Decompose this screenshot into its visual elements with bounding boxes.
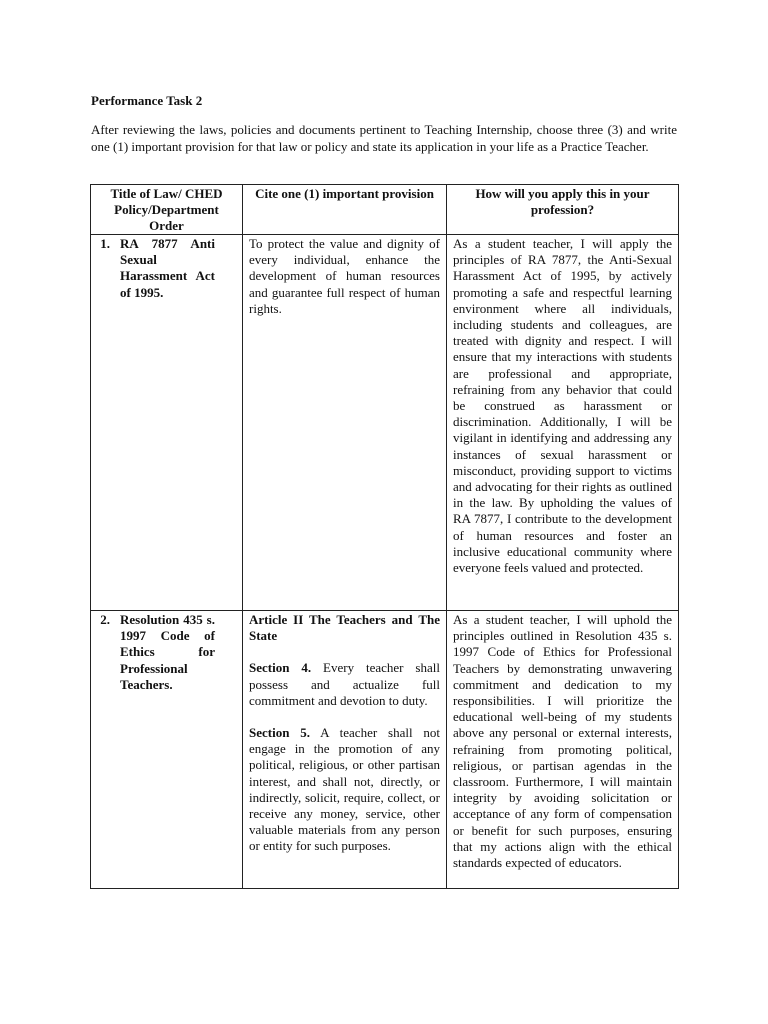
table-row [91, 235, 679, 611]
header-application: How will you apply this in your profession? [447, 185, 679, 235]
section-4-label: Section 4. [249, 660, 312, 676]
section-5-label: Section 5. [249, 725, 311, 741]
table-row [91, 611, 679, 889]
law-title: Resolution 435 s. 1997 Code of Ethics for Professional Teachers. [120, 612, 215, 692]
header-law-title: Title of Law/ CHED Policy/Department Order [91, 185, 243, 235]
provision-cell [243, 235, 447, 611]
table-header-row [91, 185, 679, 235]
application-text: As a student teacher, I will uphold the principles outlined in Resolution 435 s. 1997 Code of Ethics for Professional Teachers by demonstrating unwavering commitment and dedication to my responsibilities. I will prioritize the educational well-being of my students above any personal or external interests, refraining from promoting political, religious, or partisan agendas in the classroom. Furthermore, I will maintain integrity by avoiding solicitation or acceptance of any form of compensation or benefit for such purposes, ensuring that my actions align with the ethical standards expected of educators. [453, 612, 672, 871]
row-number: 2. [100, 612, 110, 627]
section-4 [249, 660, 440, 709]
law-cell [91, 611, 243, 889]
provision-cell [243, 611, 447, 889]
application-cell [447, 235, 679, 611]
section-4-text: Every teacher shall possess and actualize full commitment and devotion to duty. [249, 660, 440, 708]
article-heading: Article II The Teachers and The State [249, 612, 440, 644]
law-title: RA 7877 Anti Sexual Harassment Act of 1995. [120, 236, 215, 300]
laws-table [90, 184, 679, 889]
provision-text: To protect the value and dignity of every individual, enhance the development of human resources and guarantee full respect of human rights. [249, 236, 440, 316]
row-number: 1. [100, 236, 110, 251]
application-cell [447, 611, 679, 889]
application-text: As a student teacher, I will apply the principles of RA 7877, the Anti-Sexual Harassment Act of 1995, by actively promoting a safe and respectful learning environment where all individuals, including students and colleagues, are treated with dignity and respect. I will ensure that my interactions with students are professional and appropriate, refraining from any behavior that could be construed as harassment or discrimination. Additionally, I will be vigilant in identifying and addressing any instances of sexual harassment or misconduct, providing support to victims and advocating for their rights as outlined in the law. By upholding the values of RA 7877, I contribute to the development of human resources and foster an inclusive educational community where everyone feels valued and protected. [453, 236, 672, 576]
law-cell [91, 235, 243, 611]
intro-paragraph: After reviewing the laws, policies and documents pertinent to Teaching Internship, choose three (3) and write one (1) important provision for that law or policy and state its application in your life as a Practice Teacher. [91, 122, 677, 154]
task-title: Performance Task 2 [91, 93, 203, 108]
section-5-text: A teacher shall not engage in the promotion of any political, religious, or other partisan interest, and shall not, directly, or indirectly, solicit, require, collect, or receive any money, service, other valuable materials from any person or entity for such purposes. [249, 725, 440, 854]
header-provision: Cite one (1) important provision [243, 185, 447, 235]
section-5 [249, 725, 440, 855]
